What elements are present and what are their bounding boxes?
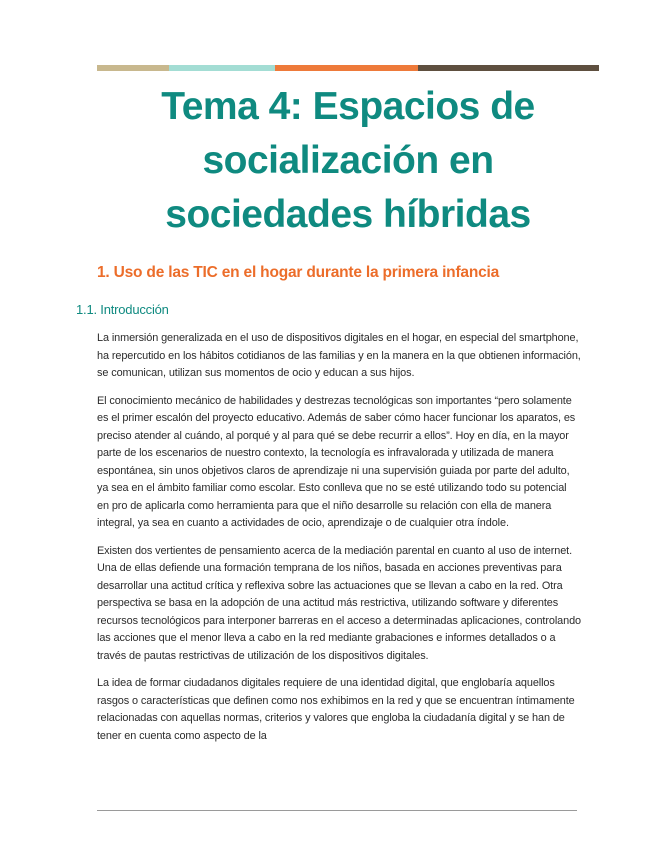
subsection-heading: 1.1. Introducción bbox=[76, 302, 169, 317]
body-text bbox=[97, 330, 581, 755]
paragraph: La idea de formar ciudadanos digitales requiere de una identidad digital, que englobaría aquellos rasgos o características que definen como nos exhibimos en la red y que se encuentran íntimamente relacionadas con aquellas normas, criterios y valores que engloba la ciudadanía digital y se han de tener en cuenta como aspecto de la bbox=[97, 677, 575, 742]
paragraph: Existen dos vertientes de pensamiento acerca de la mediación parental en cuanto al uso de internet. Una de ellas defiende una formación temprana de los niños, basada en acciones preventivas para desarrollar una actitud crítica y reflexiva sobre las actuaciones que se llevan a cabo en la red. Otra perspectiva se basa en la adopción de una actitud más restrictiva, utilizando software y diferentes recursos tecnológicos para interponer barreras en el acceso a determinadas aplicaciones, controlando las acciones que el menor lleva a cabo en la red mediante grabaciones e informes detallados o a través de pautas restrictivas de utilización de los dispositivos digitales. bbox=[97, 544, 581, 662]
footer-divider bbox=[97, 810, 577, 811]
paragraph: La inmersión generalizada en el uso de dispositivos digitales en el hogar, en especial del smartphone, ha repercutido en los hábitos cotidianos de las familias y en la manera en la que obtienen información, se comunican, utilizan sus momentos de ocio y educan a sus hijos. bbox=[97, 332, 581, 379]
page-title: Tema 4: Espacios de socialización en sociedades híbridas bbox=[161, 85, 535, 236]
color-bar-segment-orange bbox=[275, 65, 418, 71]
color-bar-segment-aqua bbox=[169, 65, 275, 71]
color-bar-segment-tan bbox=[97, 65, 169, 71]
color-bar-segment-brown bbox=[418, 65, 599, 71]
section-heading: 1. Uso de las TIC en el hogar durante la primera infancia bbox=[97, 264, 500, 281]
paragraph: El conocimiento mecánico de habilidades y destrezas tecnológicas son importantes “pero solamente es el primer escalón del proyecto educativo. Además de saber cómo hacer funcionar los aparatos, es preciso atender al cuándo, al porqué y al para qué se debe recurrir a ellos”. Hoy en día, en la mayor parte de los escenarios de nuestro contexto, la tecnología es infravalorada y utilizada de manera espontánea, sin unos objetivos claros de aprendizaje ni una supervisión guiada por parte del adulto, ya sea en el ámbito familiar como escolar. Esto conlleva que no se esté utilizando todo su potencial en pro de aplicarla como herramienta para que el niño desarrolle su relación con ella de manera integral, ya sea en cuanto a actividades de ocio, aprendizaje o de cualquier otra índole. bbox=[97, 394, 576, 529]
decorative-color-bar bbox=[97, 65, 599, 71]
